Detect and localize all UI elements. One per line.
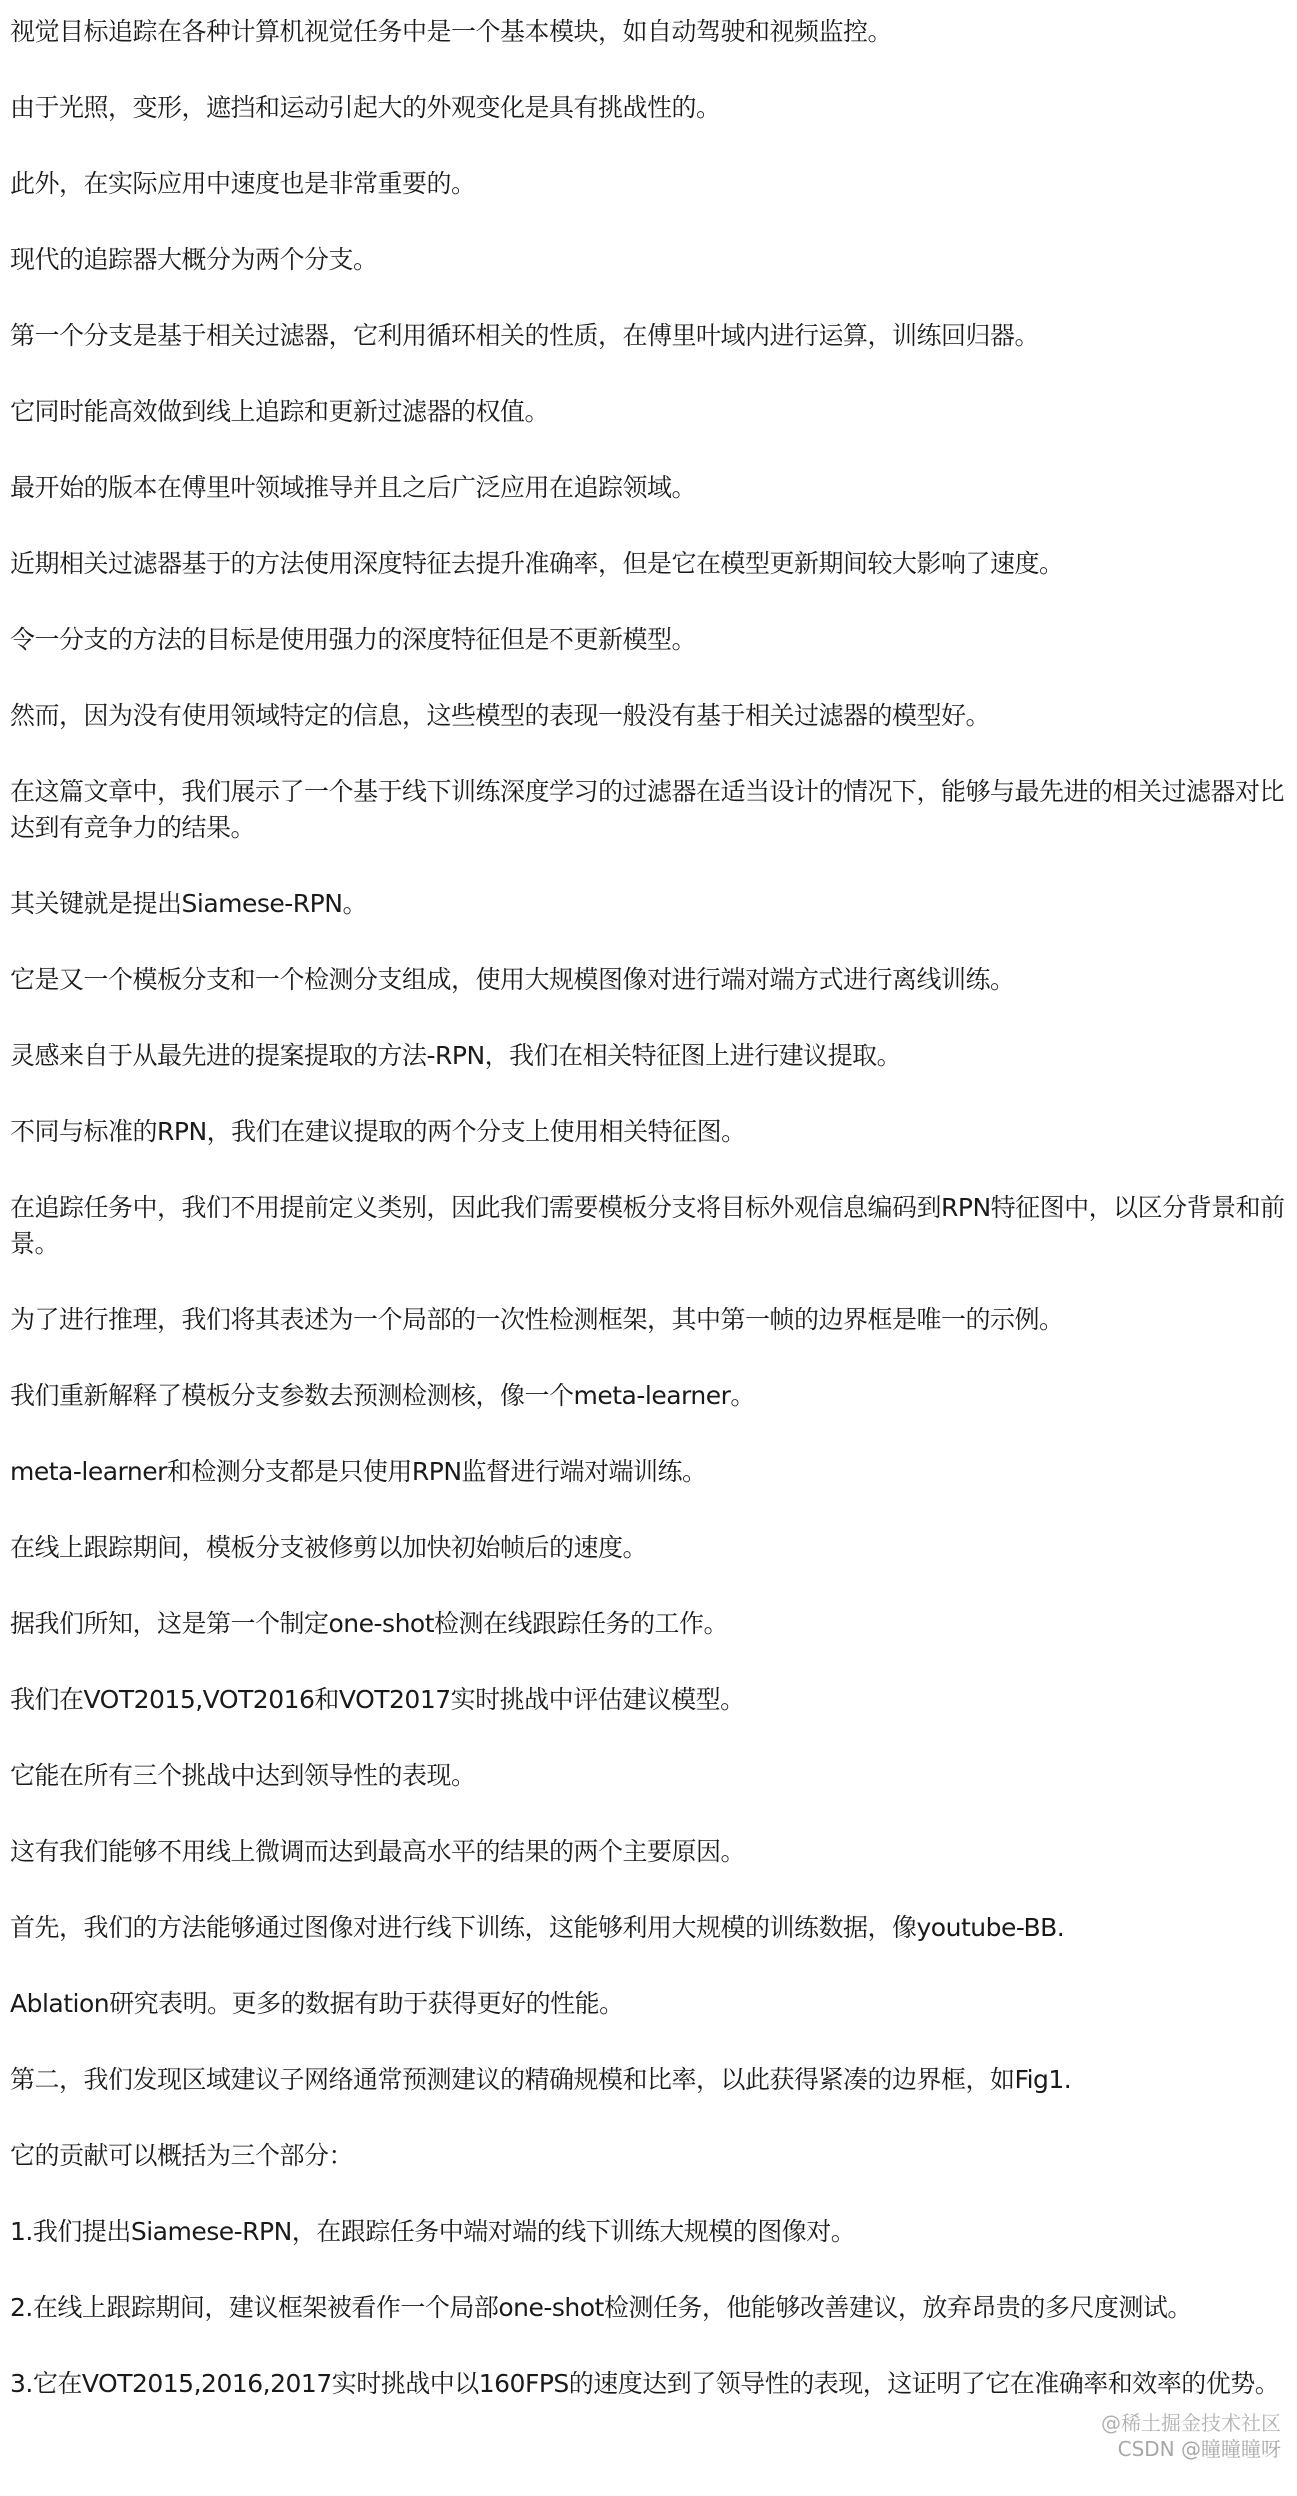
paragraph: 它是又一个模板分支和一个检测分支组成，使用大规模图像对进行端对端方式进行离线训练。 — [10, 965, 1015, 994]
paragraph: 灵感来自于从最先进的提案提取的方法-RPN，我们在相关特征图上进行建议提取。 — [10, 1041, 902, 1070]
paragraph: 第二，我们发现区域建议子网络通常预测建议的精确规模和比率，以此获得紧凑的边界框，如Fig1. — [10, 2065, 1072, 2094]
paragraph: 此外，在实际应用中速度也是非常重要的。 — [10, 169, 476, 198]
paragraph: 为了进行推理，我们将其表述为一个局部的一次性检测框架，其中第一帧的边界框是唯一的示例。 — [10, 1305, 1064, 1334]
paragraph: 在线上跟踪期间，模板分支被修剪以加快初始帧后的速度。 — [10, 1533, 648, 1562]
paragraph: 这有我们能够不用线上微调而达到最高水平的结果的两个主要原因。 — [10, 1837, 746, 1866]
juejin-watermark: @稀土掘金技术社区 — [1101, 2411, 1281, 2435]
paragraph: 1.我们提出Siamese-RPN，在跟踪任务中端对端的线下训练大规模的图像对。 — [10, 2217, 856, 2246]
paragraph: 它能在所有三个挑战中达到领导性的表现。 — [10, 1761, 476, 1790]
paragraph: 它同时能高效做到线上追踪和更新过滤器的权值。 — [10, 397, 550, 426]
paragraph: 它的贡献可以概括为三个部分： — [10, 2141, 354, 2170]
paragraph: 不同与标准的RPN，我们在建议提取的两个分支上使用相关特征图。 — [10, 1117, 746, 1146]
paragraph: 在这篇文章中，我们展示了一个基于线下训练深度学习的过滤器在适当设计的情况下，能够与最先进的相关过滤器对比达到有竞争力的结果。 — [10, 777, 1285, 842]
paragraph: 首先，我们的方法能够通过图像对进行线下训练，这能够利用大规模的训练数据，像youtube-BB. — [10, 1913, 1065, 1942]
paragraph: Ablation研究表明。更多的数据有助于获得更好的性能。 — [10, 1989, 624, 2018]
paragraph: 由于光照，变形，遮挡和运动引起大的外观变化是具有挑战性的。 — [10, 93, 721, 122]
paragraph: 在追踪任务中，我们不用提前定义类别，因此我们需要模板分支将目标外观信息编码到RPN特征图中，以区分背景和前景。 — [10, 1193, 1285, 1258]
paragraph: 我们在VOT2015,VOT2016和VOT2017实时挑战中评估建议模型。 — [10, 1685, 745, 1714]
paragraph: 最开始的版本在傅里叶领域推导并且之后广泛应用在追踪领域。 — [10, 473, 697, 502]
paragraph: 视觉目标追踪在各种计算机视觉任务中是一个基本模块，如自动驾驶和视频监控。 — [10, 17, 893, 46]
paragraph: 令一分支的方法的目标是使用强力的深度特征但是不更新模型。 — [10, 625, 697, 654]
paragraph: 近期相关过滤器基于的方法使用深度特征去提升准确率，但是它在模型更新期间较大影响了速度。 — [10, 549, 1064, 578]
paragraph: 3.它在VOT2015,2016,2017实时挑战中以160FPS的速度达到了领导性的表现，这证明了它在准确率和效率的优势。 — [10, 2369, 1280, 2398]
paragraph: 其关键就是提出Siamese-RPN。 — [10, 889, 367, 918]
paragraph: 我们重新解释了模板分支参数去预测检测核，像一个meta-learner。 — [10, 1381, 755, 1410]
paragraph: 然而，因为没有使用领域特定的信息，这些模型的表现一般没有基于相关过滤器的模型好。 — [10, 701, 991, 730]
paragraph: meta-learner和检测分支都是只使用RPN监督进行端对端训练。 — [10, 1457, 707, 1486]
paragraph: 第一个分支是基于相关过滤器，它利用循环相关的性质，在傅里叶域内进行运算，训练回归器。 — [10, 321, 1040, 350]
paragraph: 现代的追踪器大概分为两个分支。 — [10, 245, 378, 274]
watermark-area — [0, 2410, 1297, 2462]
csdn-watermark: CSDN @瞳瞳瞳呀 — [1117, 2437, 1281, 2461]
paragraph: 2.在线上跟踪期间，建议框架被看作一个局部one-shot检测任务，他能够改善建议，放弃昂贵的多尺度测试。 — [10, 2293, 1192, 2322]
paragraph: 据我们所知，这是第一个制定one-shot检测在线跟踪任务的工作。 — [10, 1609, 729, 1638]
